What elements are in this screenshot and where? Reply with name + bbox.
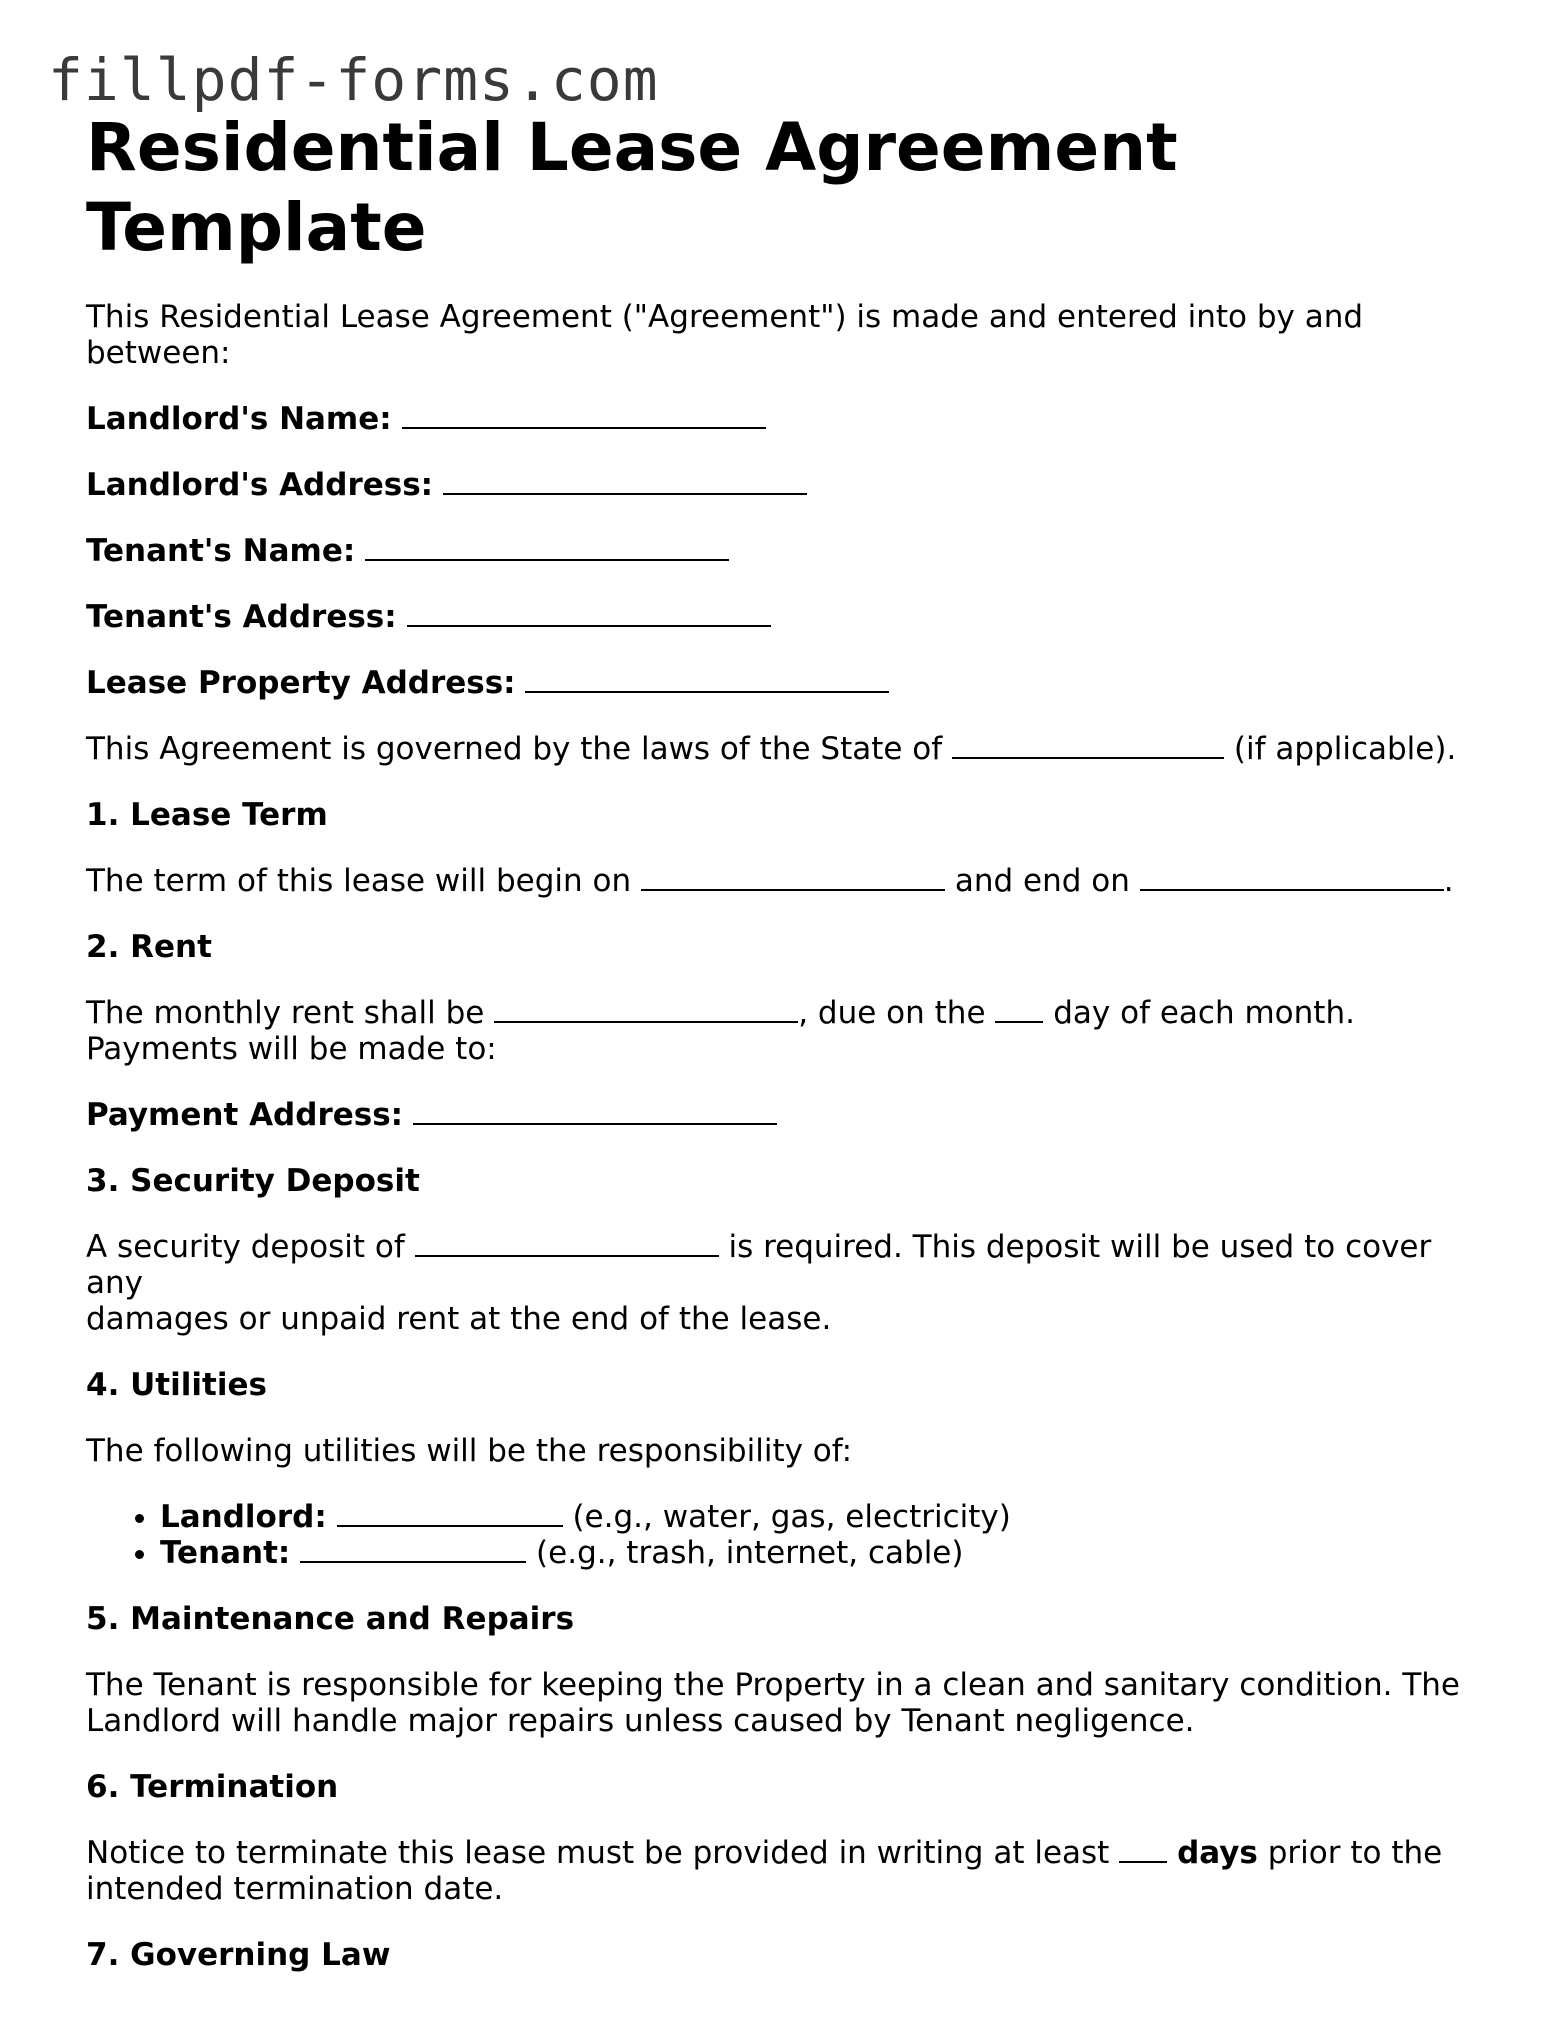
utilities-paragraph: The following utilities will be the responsibility of: bbox=[86, 1433, 853, 1469]
security-after: is required. This deposit will be used to cover any bbox=[86, 1229, 1432, 1301]
landlord-address-label: Landlord's Address: bbox=[86, 467, 434, 503]
termination-before: Notice to terminate this lease must be provided in writing at least bbox=[86, 1835, 1110, 1871]
utilities-landlord-example: (e.g., water, gas, electricity) bbox=[572, 1499, 1011, 1535]
landlord-name-blank[interactable] bbox=[402, 401, 766, 429]
lease-end-blank[interactable] bbox=[1140, 863, 1444, 891]
termination-paragraph bbox=[86, 1835, 1486, 1907]
termination-after: prior to the bbox=[1267, 1835, 1443, 1871]
property-address-blank[interactable] bbox=[525, 665, 889, 693]
intro-paragraph: This Residential Lease Agreement ("Agreement") is made and entered into by and between: bbox=[86, 299, 1364, 371]
tenant-address-field bbox=[86, 599, 1486, 635]
termination-line2: intended termination date. bbox=[86, 1871, 504, 1907]
tenant-name-label: Tenant's Name: bbox=[86, 533, 356, 569]
termination-days-blank[interactable] bbox=[1119, 1835, 1167, 1863]
rent-middle: , due on the bbox=[798, 995, 986, 1031]
lease-term-paragraph bbox=[86, 863, 1486, 899]
payment-address-label: Payment Address: bbox=[86, 1097, 404, 1133]
utilities-landlord-blank[interactable] bbox=[337, 1499, 563, 1527]
tenant-name-field bbox=[86, 533, 1486, 569]
governing-law-heading: 7. Governing Law bbox=[86, 1937, 391, 1973]
utilities-tenant-label: Tenant: bbox=[160, 1535, 291, 1571]
security-deposit-blank[interactable] bbox=[415, 1229, 719, 1257]
security-before: A security deposit of bbox=[86, 1229, 405, 1265]
document-content bbox=[86, 108, 1486, 1973]
governed-by-paragraph bbox=[86, 731, 1486, 767]
payment-address-field bbox=[86, 1097, 1486, 1133]
maintenance-line1: The Tenant is responsible for keeping the Property in a clean and sanitary condition. The bbox=[86, 1667, 1460, 1703]
page-title: Residential Lease Agreement Template bbox=[86, 109, 1178, 266]
rent-before: The monthly rent shall be bbox=[86, 995, 485, 1031]
rent-paragraph bbox=[86, 995, 1486, 1067]
security-deposit-heading: 3. Security Deposit bbox=[86, 1163, 420, 1199]
lease-term-before: The term of this lease will begin on bbox=[86, 863, 632, 899]
security-line2: damages or unpaid rent at the end of the lease. bbox=[86, 1301, 832, 1337]
landlord-address-blank[interactable] bbox=[443, 467, 807, 495]
utilities-tenant-example: (e.g., trash, internet, cable) bbox=[536, 1535, 964, 1571]
lease-start-blank[interactable] bbox=[641, 863, 945, 891]
landlord-name-label: Landlord's Name: bbox=[86, 401, 392, 437]
list-item bbox=[160, 1499, 1486, 1535]
state-blank[interactable] bbox=[952, 731, 1224, 759]
payment-address-blank[interactable] bbox=[413, 1097, 777, 1125]
security-deposit-paragraph bbox=[86, 1229, 1486, 1337]
property-address-field bbox=[86, 665, 1486, 701]
maintenance-paragraph bbox=[86, 1667, 1486, 1739]
landlord-address-field bbox=[86, 467, 1486, 503]
lease-term-middle: and end on bbox=[954, 863, 1130, 899]
termination-heading: 6. Termination bbox=[86, 1769, 339, 1805]
rent-heading: 2. Rent bbox=[86, 929, 212, 965]
utilities-list bbox=[86, 1499, 1486, 1571]
list-item bbox=[160, 1535, 1486, 1571]
governed-text-after: (if applicable). bbox=[1233, 731, 1457, 767]
rent-line2: Payments will be made to: bbox=[86, 1031, 497, 1067]
utilities-tenant-blank[interactable] bbox=[300, 1535, 526, 1563]
rent-after: day of each month. bbox=[1053, 995, 1355, 1031]
tenant-name-blank[interactable] bbox=[365, 533, 729, 561]
lease-term-heading: 1. Lease Term bbox=[86, 797, 328, 833]
tenant-address-label: Tenant's Address: bbox=[86, 599, 397, 635]
utilities-landlord-label: Landlord: bbox=[160, 1499, 327, 1535]
termination-days-label: days bbox=[1177, 1835, 1258, 1871]
maintenance-heading: 5. Maintenance and Repairs bbox=[86, 1601, 575, 1637]
lease-term-after: . bbox=[1443, 863, 1454, 899]
watermark: fillpdf-forms.com bbox=[48, 46, 659, 114]
landlord-name-field bbox=[86, 401, 1486, 437]
rent-amount-blank[interactable] bbox=[494, 995, 798, 1023]
maintenance-line2: Landlord will handle major repairs unless caused by Tenant negligence. bbox=[86, 1703, 1195, 1739]
tenant-address-blank[interactable] bbox=[407, 599, 771, 627]
utilities-heading: 4. Utilities bbox=[86, 1367, 267, 1403]
property-address-label: Lease Property Address: bbox=[86, 665, 516, 701]
rent-due-day-blank[interactable] bbox=[995, 995, 1043, 1023]
governed-text-before: This Agreement is governed by the laws of the State of bbox=[86, 731, 943, 767]
